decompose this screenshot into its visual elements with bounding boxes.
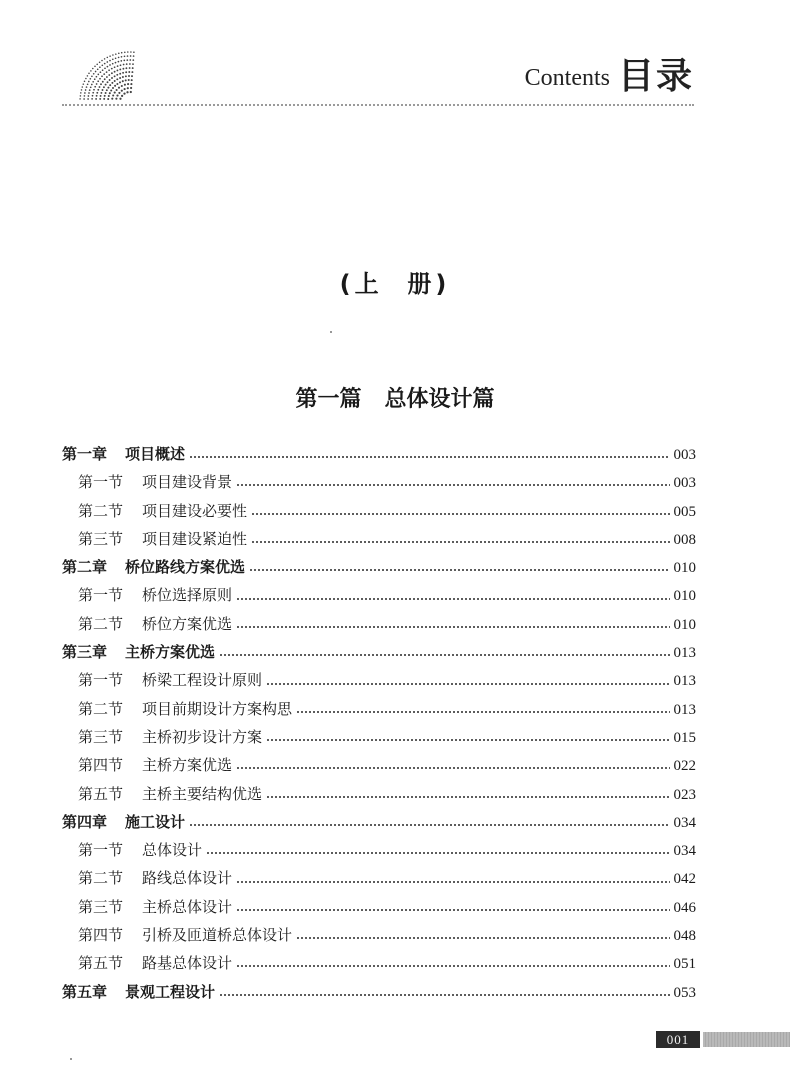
toc-entry-number: 第四节	[78, 926, 124, 945]
toc-section-row[interactable]	[62, 723, 696, 751]
toc-dot-leader	[266, 796, 669, 798]
toc-entry-title: 项目概述	[125, 445, 186, 463]
toc-entry-page: 046	[673, 899, 696, 916]
toc-dot-leader	[236, 767, 669, 769]
toc-entry-page: 034	[673, 843, 696, 860]
toc-entry-page: 053	[673, 984, 696, 1001]
page-number-badge: 001	[656, 1031, 700, 1048]
toc-chapter-row[interactable]	[62, 553, 696, 581]
toc-entry-title: 路基总体设计	[142, 954, 233, 973]
toc-section-row[interactable]	[62, 581, 696, 609]
toc-dot-leader	[266, 683, 669, 685]
toc-dot-leader	[236, 598, 669, 600]
toc-entry-number: 第一节	[78, 841, 124, 860]
toc-section-row[interactable]	[62, 751, 696, 779]
toc-section-row[interactable]	[62, 780, 696, 808]
toc-entry-title: 项目建设必要性	[142, 501, 248, 520]
toc-chapter-row[interactable]	[62, 440, 696, 468]
toc-dot-leader	[249, 569, 669, 571]
toc-entry-title: 桥梁工程设计原则	[142, 671, 263, 690]
toc-entry-page: 008	[673, 531, 696, 548]
toc-entry-number: 第二章	[62, 558, 108, 577]
toc-dot-leader	[189, 456, 669, 458]
toc-dot-leader	[189, 824, 669, 826]
toc-dot-leader	[236, 626, 669, 628]
toc-section-row[interactable]	[62, 921, 696, 949]
toc-entry-number: 第三节	[78, 727, 124, 746]
toc-entry-page: 048	[673, 928, 696, 945]
toc-entry-title: 项目建设紧迫性	[142, 529, 248, 548]
toc-entry-number: 第二节	[78, 869, 124, 888]
toc-entry-number: 第一节	[78, 586, 124, 605]
toc-entry-title: 桥位选择原则	[142, 586, 233, 605]
toc-dot-leader	[266, 739, 669, 741]
toc-entry-page: 013	[673, 645, 696, 662]
toc-entry-number: 第二节	[78, 699, 124, 718]
table-of-contents	[62, 440, 696, 1006]
toc-dot-leader	[236, 484, 669, 486]
toc-entry-number: 第一节	[78, 473, 124, 492]
toc-entry-number: 第三章	[62, 643, 108, 662]
toc-chapter-row[interactable]	[62, 638, 696, 666]
toc-section-row[interactable]	[62, 497, 696, 525]
toc-entry-title: 引桥及匝道桥总体设计	[142, 926, 293, 945]
toc-entry-page: 003	[673, 447, 696, 463]
contents-heading-zh: 目录	[617, 55, 694, 97]
toc-entry-page: 023	[673, 786, 696, 803]
toc-entry-page: 051	[673, 956, 696, 973]
toc-entry-title: 桥位方案优选	[142, 614, 233, 633]
toc-entry-page: 010	[673, 588, 696, 605]
toc-section-row[interactable]	[62, 836, 696, 864]
toc-entry-page: 042	[673, 871, 696, 888]
toc-dot-leader	[236, 881, 669, 883]
toc-entry-number: 第一节	[78, 671, 124, 690]
toc-entry-number: 第四节	[78, 756, 124, 775]
toc-dot-leader	[219, 994, 669, 996]
toc-entry-number: 第五节	[78, 784, 124, 803]
toc-dot-leader	[251, 541, 669, 543]
volume-title: (上 册)	[339, 270, 451, 298]
toc-section-row[interactable]	[62, 610, 696, 638]
toc-entry-page: 015	[673, 729, 696, 746]
toc-section-row[interactable]	[62, 525, 696, 553]
toc-entry-number: 第五节	[78, 954, 124, 973]
dotted-arc-logo-icon	[52, 44, 152, 100]
toc-entry-title: 项目建设背景	[142, 473, 233, 492]
toc-entry-page: 010	[673, 616, 696, 633]
toc-chapter-row[interactable]	[62, 978, 696, 1006]
toc-entry-title: 桥位路线方案优选	[125, 558, 246, 577]
toc-entry-page: 010	[673, 560, 696, 577]
contents-heading	[524, 55, 694, 97]
contents-heading-en: Contents	[524, 65, 610, 91]
header-divider	[62, 104, 694, 106]
toc-dot-leader	[251, 513, 669, 515]
toc-entry-title: 总体设计	[142, 841, 203, 860]
toc-entry-number: 第五章	[62, 982, 108, 1001]
toc-section-row[interactable]	[62, 666, 696, 694]
toc-entry-number: 第四章	[62, 812, 108, 831]
toc-section-row[interactable]	[62, 468, 696, 496]
toc-dot-leader	[236, 965, 669, 967]
toc-entry-number: 第二节	[78, 501, 124, 520]
toc-entry-title: 路线总体设计	[142, 869, 233, 888]
toc-dot-leader	[296, 937, 669, 939]
toc-entry-number: 第三节	[78, 897, 124, 916]
toc-entry-title: 施工设计	[125, 812, 186, 831]
toc-dot-leader	[206, 852, 669, 854]
toc-dot-leader	[236, 909, 669, 911]
toc-section-row[interactable]	[62, 864, 696, 892]
toc-entry-title: 主桥初步设计方案	[142, 727, 263, 746]
toc-dot-leader	[296, 711, 669, 713]
scan-speck	[70, 1058, 72, 1060]
toc-section-row[interactable]	[62, 893, 696, 921]
toc-chapter-row[interactable]	[62, 808, 696, 836]
toc-entry-title: 主桥主要结构优选	[142, 784, 263, 803]
toc-entry-number: 第一章	[62, 445, 108, 463]
toc-section-row[interactable]	[62, 695, 696, 723]
toc-entry-page: 034	[673, 814, 696, 831]
toc-entry-page: 003	[673, 475, 696, 492]
toc-entry-title: 主桥总体设计	[142, 897, 233, 916]
toc-entry-number: 第三节	[78, 529, 124, 548]
toc-entry-number: 第二节	[78, 614, 124, 633]
toc-section-row[interactable]	[62, 949, 696, 977]
toc-entry-page: 005	[673, 503, 696, 520]
toc-entry-page: 013	[673, 673, 696, 690]
toc-entry-page: 022	[673, 758, 696, 775]
toc-dot-leader	[219, 654, 669, 656]
toc-entry-page: 013	[673, 701, 696, 718]
toc-entry-title: 主桥方案优选	[142, 756, 233, 775]
scan-speck	[330, 331, 332, 333]
toc-entry-title: 景观工程设计	[125, 982, 216, 1001]
toc-entry-title: 项目前期设计方案构思	[142, 699, 293, 718]
toc-entry-title: 主桥方案优选	[125, 643, 216, 662]
part-title: 第一篇 总体设计篇	[295, 386, 495, 412]
footer-bar	[703, 1032, 790, 1047]
